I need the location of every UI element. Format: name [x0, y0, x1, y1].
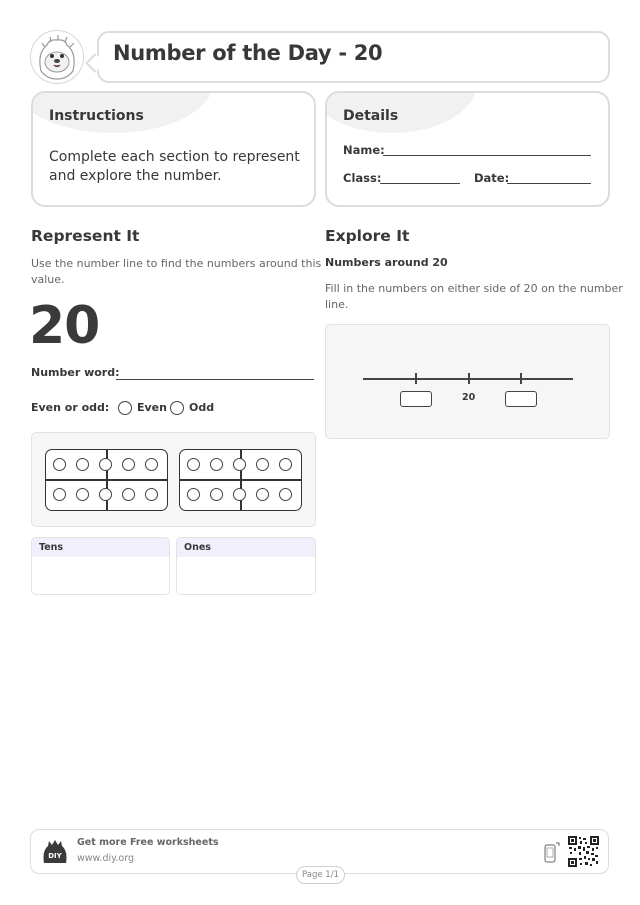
counter-circle[interactable]: [99, 458, 112, 471]
date-field[interactable]: [507, 183, 591, 184]
even-odd-label: Even or odd:: [31, 401, 110, 414]
counter-circle[interactable]: [53, 458, 66, 471]
instructions-line-2: and explore the number.: [49, 168, 222, 184]
even-label: Even: [137, 401, 167, 414]
counter-circle[interactable]: [256, 488, 269, 501]
qr-code-icon[interactable]: [568, 836, 599, 871]
counter-circle[interactable]: [256, 458, 269, 471]
explore-desc-line-2: line.: [325, 298, 349, 311]
ten-frame: [179, 449, 302, 511]
counter-circle[interactable]: [210, 488, 223, 501]
date-label: Date:: [474, 171, 510, 185]
number-line-tick: [415, 373, 417, 384]
page-indicator: Page 1/1: [296, 866, 345, 884]
number-of-the-day: 20: [29, 296, 100, 356]
previous-number-box[interactable]: [400, 391, 432, 407]
explore-desc-line-1: Fill in the numbers on either side of 20 on the number: [325, 282, 623, 295]
counter-circle[interactable]: [122, 488, 135, 501]
name-label: Name:: [343, 143, 385, 157]
counter-circle[interactable]: [145, 458, 158, 471]
counter-circle[interactable]: [122, 458, 135, 471]
explore-subheading: Numbers around 20: [325, 256, 448, 269]
name-field[interactable]: [383, 155, 591, 156]
represent-heading: Represent It: [31, 227, 140, 245]
instructions-line-1: Complete each section to represent: [49, 149, 300, 165]
ten-frames-panel: [31, 432, 316, 527]
number-line-center-label: 20: [462, 392, 476, 403]
diy-logo[interactable]: [41, 839, 69, 865]
instructions-card: [31, 91, 316, 207]
next-number-box[interactable]: [505, 391, 537, 407]
counter-circle[interactable]: [76, 458, 89, 471]
represent-desc-line-2: value.: [31, 273, 65, 286]
ones-label: Ones: [177, 538, 315, 557]
counter-circle[interactable]: [279, 458, 292, 471]
details-card: [325, 91, 610, 207]
ten-frame: [45, 449, 168, 511]
number-line-tick: [520, 373, 522, 384]
footer-url[interactable]: www.diy.org: [77, 853, 134, 864]
number-line-tick: [468, 373, 470, 384]
counter-circle[interactable]: [187, 488, 200, 501]
number-word-field[interactable]: [116, 379, 314, 380]
number-word-label: Number word:: [31, 366, 120, 379]
counter-circle[interactable]: [187, 458, 200, 471]
counter-circle[interactable]: [233, 458, 246, 471]
mascot-avatar: [30, 30, 84, 84]
odd-radio[interactable]: [170, 401, 184, 415]
counter-circle[interactable]: [233, 488, 246, 501]
counter-circle[interactable]: [53, 488, 66, 501]
diy-logo-text: DIY: [48, 852, 62, 860]
tens-label: Tens: [32, 538, 169, 557]
ones-box[interactable]: [176, 537, 316, 595]
counter-circle[interactable]: [99, 488, 112, 501]
counter-circle[interactable]: [76, 488, 89, 501]
even-radio[interactable]: [118, 401, 132, 415]
footer-cta: Get more Free worksheets: [77, 837, 219, 848]
details-heading: Details: [343, 108, 399, 124]
number-line-panel: [325, 324, 610, 439]
explore-heading: Explore It: [325, 227, 410, 245]
furry-mascot-icon: [31, 31, 83, 83]
tens-box[interactable]: [31, 537, 170, 595]
page-title: Number of the Day - 20: [113, 41, 383, 65]
class-label: Class:: [343, 171, 382, 185]
instructions-heading: Instructions: [49, 108, 144, 124]
class-field[interactable]: [380, 183, 460, 184]
counter-circle[interactable]: [145, 488, 158, 501]
odd-label: Odd: [189, 401, 215, 414]
counter-circle[interactable]: [210, 458, 223, 471]
represent-desc-line-1: Use the number line to find the numbers around this: [31, 257, 322, 270]
phone-icon: [544, 842, 560, 868]
counter-circle[interactable]: [279, 488, 292, 501]
